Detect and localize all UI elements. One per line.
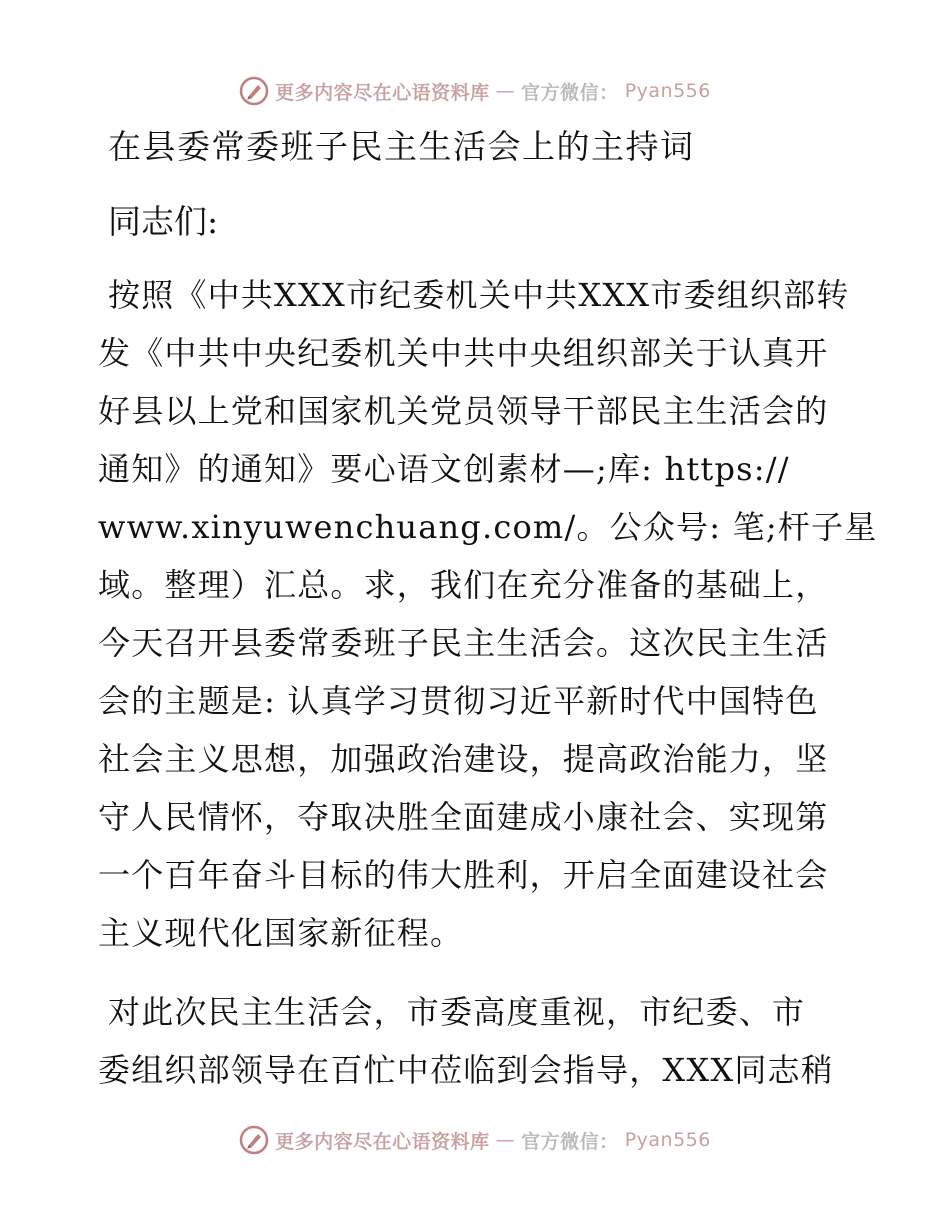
paragraph-line: 社会主义思想，加强政治建设，提高政治能力，坚 xyxy=(98,740,829,778)
paragraph-line: 对此次民主生活会，市委高度重视，市纪委、市 xyxy=(108,993,806,1031)
greeting: 同志们: xyxy=(108,202,219,241)
paragraph-1 xyxy=(98,266,878,962)
watermark-sub-text: 官方微信： xyxy=(521,81,619,104)
watermark-main-text: 更多内容尽在心语资料库 xyxy=(275,1130,490,1153)
paragraph-line: www.xinyuwenchuang.com/。公众号: 笔;杆子星 xyxy=(98,508,878,546)
pen-logo-icon xyxy=(239,76,269,106)
paragraph-line: 发《中共中央纪委机关中共中央组织部关于认真开 xyxy=(98,334,829,372)
paragraph-line: 好县以上党和国家机关党员领导干部民主生活会的 xyxy=(98,392,829,430)
watermark-wechat-id: Pyan556 xyxy=(624,1129,711,1151)
document-title: 在县委常委班子民主生活会上的主持词 xyxy=(108,127,695,166)
watermark-main-text: 更多内容尽在心语资料库 xyxy=(275,81,490,104)
paragraph-2 xyxy=(98,983,858,1099)
paragraph-line: 按照《中共XXX市纪委机关中共XXX市委组织部转 xyxy=(108,276,850,314)
paragraph-line: 守人民情怀，夺取决胜全面建成小康社会、实现第 xyxy=(98,798,829,836)
watermark-separator: — xyxy=(495,80,516,102)
paragraph-line: 域。整理）汇总。求，我们在充分准备的基础上， xyxy=(98,566,829,604)
pen-logo-icon xyxy=(239,1125,269,1155)
paragraph-line: 今天召开县委常委班子民主生活会。这次民主生活 xyxy=(98,624,829,662)
paragraph-line: 会的主题是: 认真学习贯彻习近平新时代中国特色 xyxy=(98,682,819,720)
header-watermark xyxy=(0,71,950,111)
paragraph-line: 委组织部领导在百忙中莅临到会指导，XXX同志稍 xyxy=(98,1051,834,1089)
watermark-wechat-id: Pyan556 xyxy=(624,80,711,102)
watermark-separator: — xyxy=(495,1129,516,1151)
paragraph-line: 一个百年奋斗目标的伟大胜利，开启全面建设社会 xyxy=(98,856,829,894)
paragraph-line: 主义现代化国家新征程。 xyxy=(98,914,464,952)
paragraph-line: 通知》的通知》要心语文创素材—;库: https:// xyxy=(98,450,790,488)
footer-watermark xyxy=(0,1120,950,1160)
watermark-sub-text: 官方微信： xyxy=(521,1130,619,1153)
